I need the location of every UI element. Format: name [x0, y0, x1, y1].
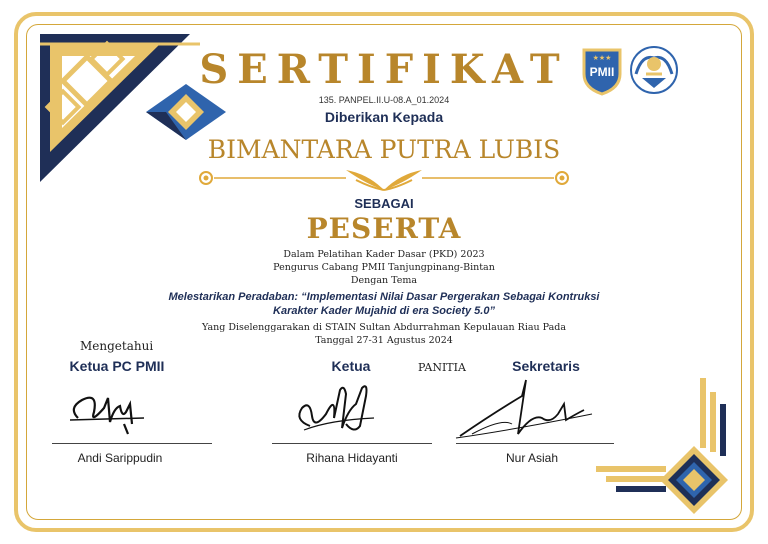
theme-line-2: Karakter Kader Mujahid di era Society 5.0”: [273, 305, 495, 317]
chair-pc-signature-line: [52, 443, 212, 444]
description-line-3: Dengan Tema: [350, 275, 418, 286]
secretary-signature-line: [456, 443, 614, 444]
chair-signature: [290, 374, 390, 444]
pmii-badge-text: PMII: [589, 65, 615, 79]
chair-title: Ketua: [331, 358, 371, 374]
as-label: SEBAGAI: [354, 196, 414, 211]
certificate-title: SERTIFIKAT: [199, 46, 569, 93]
organizer-line-1: Yang Diselenggarakan di STAIN Sultan Abdurrahman Kepulauan Riau Pada: [201, 322, 567, 333]
recipient-name: BIMANTARA PUTRA LUBIS: [207, 135, 561, 164]
committee-label: PANITIA: [418, 361, 466, 374]
corner-ornament-bottom-right: [596, 374, 742, 520]
chair-signature-line: [272, 443, 432, 444]
chair-pc-title: Ketua PC PMII: [69, 358, 165, 374]
chair-pc-signature: [64, 378, 154, 442]
secretary-name: Nur Asiah: [505, 451, 559, 465]
svg-text:★★★: ★★★: [592, 55, 612, 62]
secretary-signature: [452, 374, 602, 446]
certificate-number: 135. PANPEL.II.U-08.A_01.2024: [318, 95, 450, 105]
theme-line-1: Melestarikan Peradaban: “Implementasi Nilai Dasar Pergerakan Sebagai Kontruksi: [168, 291, 600, 303]
description-line-2: Pengurus Cabang PMII Tanjungpinang-Bintan: [273, 262, 495, 273]
participant-role: PESERTA: [306, 212, 462, 245]
chair-pc-name: Andi Sarippudin: [77, 451, 163, 465]
given-to-label: Diberikan Kepada: [324, 109, 444, 125]
acknowledge-label: Mengetahui: [80, 339, 154, 353]
description-line-1: Dalam Pelatihan Kader Dasar (PKD) 2023: [283, 249, 485, 260]
chair-name: Rihana Hidayanti: [306, 451, 398, 465]
organizer-line-2: Tanggal 27-31 Agustus 2024: [315, 335, 453, 346]
secretary-title: Sekretaris: [512, 358, 580, 374]
name-divider-ornament: [196, 164, 572, 192]
